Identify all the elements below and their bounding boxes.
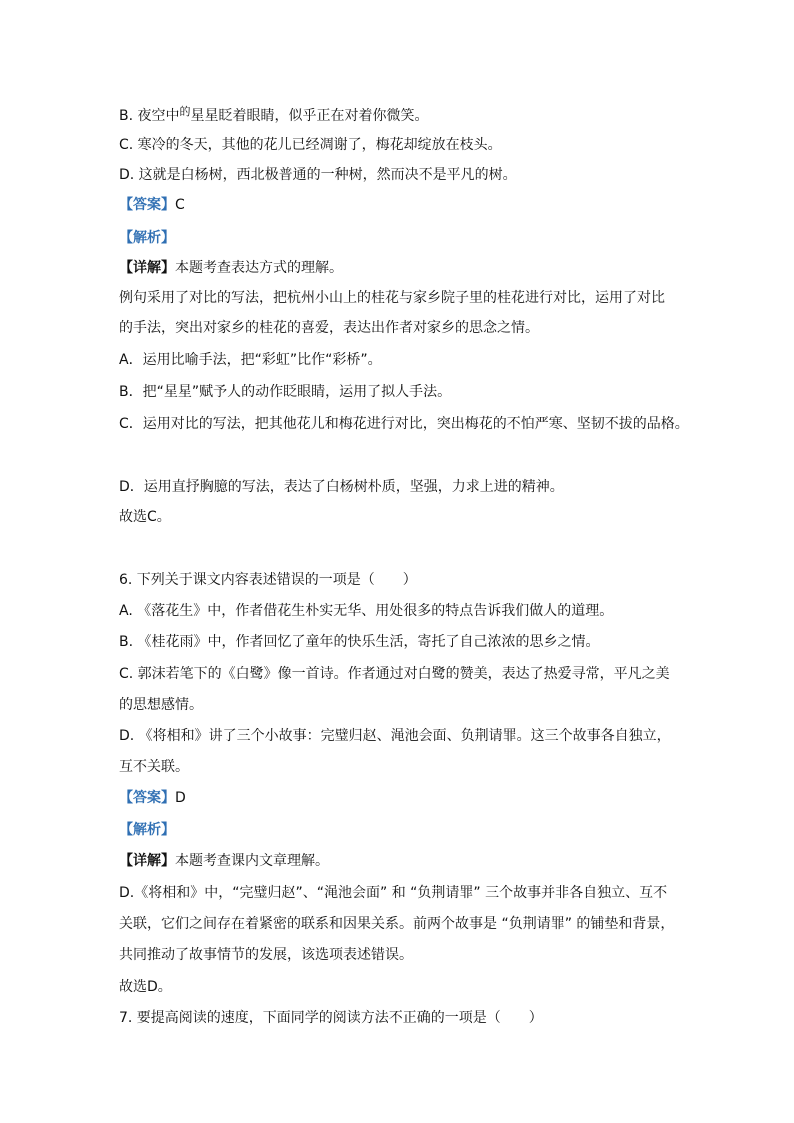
q6-explain-2: 关联，它们之间存在着紧密的联系和因果关系。前两个故事是 “负荆请罪” 的铺垫和背景， [119, 916, 675, 932]
q6-option-c-line1: C. 郭沫若笔下的《白鹭》像一首诗。作者通过对白鹭的赞美，表达了热爱寻常，平凡之美 [119, 666, 670, 682]
q5-detail [119, 258, 343, 278]
option-b-prefix: B. 夜空中 [119, 108, 180, 124]
detail-text: 本题考查表达方式的理解。 [175, 260, 343, 276]
answer-tag: 【答案】 [119, 790, 175, 806]
q5-answer [119, 195, 185, 215]
q6-answer [119, 788, 186, 808]
q6-option-a: A. 《落花生》中，作者借花生朴实无华、用处很多的特点告诉我们做人的道理。 [119, 603, 614, 619]
q5-option-d-analysis: D．运用直抒胸臆的写法，表达了白杨树朴质，坚强，力求上进的精神。 [119, 479, 564, 495]
analysis-tag: 【解析】 [119, 230, 175, 246]
analysis-tag: 【解析】 [119, 822, 175, 838]
prev-option-d: D. 这就是白杨树，西北极普通的一种树，然而决不是平凡的树。 [119, 167, 517, 183]
answer-value: C [175, 197, 185, 213]
q6-option-d-line2: 互不关联。 [119, 759, 189, 775]
answer-tag: 【答案】 [119, 197, 175, 213]
detail-text: 本题考查课内文章理解。 [175, 853, 329, 869]
q6-option-c-line2: 的思想感情。 [119, 697, 203, 713]
q6-stem: 6. 下列关于课文内容表述错误的一项是（ ） [119, 572, 417, 588]
option-b-small-char: 的 [179, 105, 191, 118]
q5-option-a-analysis: A．运用比喻手法，把“彩虹”比作“彩桥”。 [119, 352, 382, 368]
q6-detail [119, 851, 329, 871]
prev-option-b [119, 106, 429, 127]
q5-analysis-tag [119, 228, 175, 248]
detail-tag: 【详解】 [119, 260, 175, 276]
option-b-rest: 星星眨着眼睛，似乎正在对着你微笑。 [190, 108, 429, 124]
q6-explain-3: 共同推动了故事情节的发展，该选项表述错误。 [119, 947, 413, 963]
q5-option-c-analysis: C．运用对比的写法，把其他花儿和梅花进行对比，突出梅花的不怕严寒、坚韧不拔的品格。 [119, 416, 689, 432]
q5-explain-1: 例句采用了对比的写法，把杭州小山上的桂花与家乡院子里的桂花进行对比，运用了对比 [119, 290, 665, 306]
prev-option-c: C. 寒冷的冬天，其他的花儿已经凋谢了，梅花却绽放在枝头。 [119, 137, 502, 153]
q6-conclusion: 故选D。 [119, 979, 172, 995]
q5-conclusion: 故选C。 [119, 509, 171, 525]
q6-option-b: B. 《桂花雨》中，作者回忆了童年的快乐生活，寄托了自己浓浓的思乡之情。 [119, 634, 600, 650]
q6-option-d-line1: D. 《将相和》讲了三个小故事：完璧归赵、渑池会面、负荆请罪。这三个故事各自独立， [119, 728, 671, 744]
q5-explain-2: 的手法，突出对家乡的桂花的喜爱，表达出作者对家乡的思念之情。 [119, 320, 539, 336]
detail-tag: 【详解】 [119, 853, 175, 869]
q6-explain-1: D.《将相和》中，“完璧归赵”、“渑池会面” 和 “负荆请罪” 三个故事并非各自独立、互不 [119, 885, 668, 901]
answer-value: D [175, 790, 186, 806]
q7-stem: 7. 要提高阅读的速度，下面同学的阅读方法不正确的一项是（ ） [119, 1010, 543, 1026]
q5-option-b-analysis: B．把“星星”赋予人的动作眨眼睛，运用了拟人手法。 [119, 384, 452, 400]
q6-analysis-tag [119, 820, 175, 840]
